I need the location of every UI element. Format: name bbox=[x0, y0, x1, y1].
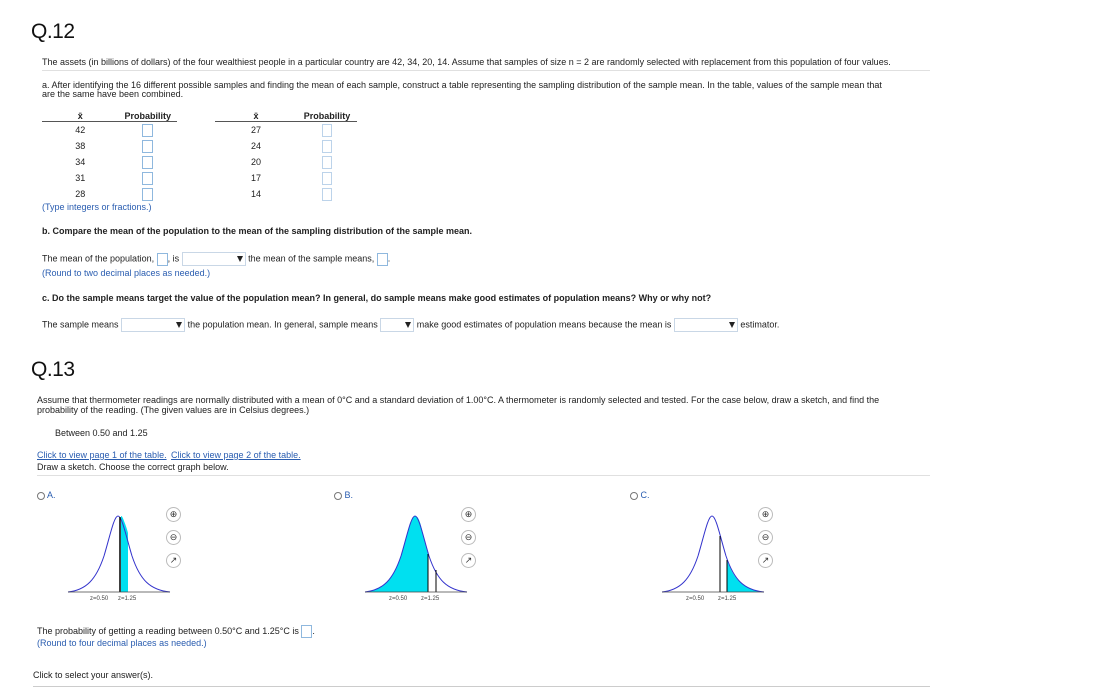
c-text-1: The sample means bbox=[42, 319, 119, 330]
option-b-graph[interactable] bbox=[363, 510, 471, 596]
part-b-text: b. Compare the mean of the population to the mean of the sampling distribution of the sample mean. bbox=[42, 226, 473, 236]
xbar-header: x̄ bbox=[215, 110, 297, 122]
probability-header: Probability bbox=[297, 110, 357, 122]
probability-input[interactable] bbox=[322, 188, 332, 201]
sample-means-mean-input[interactable] bbox=[377, 253, 388, 266]
option-c-zoom-in-icon[interactable]: ⊕ bbox=[758, 507, 773, 522]
probability-cell bbox=[297, 170, 357, 186]
xbar-value: 34 bbox=[75, 157, 86, 167]
option-b-label: B. bbox=[344, 490, 354, 500]
option-b-popout-icon[interactable]: ↗ bbox=[461, 553, 476, 568]
probability-cell bbox=[118, 170, 177, 186]
table-row bbox=[215, 154, 357, 170]
probability-input[interactable] bbox=[322, 140, 332, 153]
option-b-radio[interactable] bbox=[334, 492, 342, 500]
q12-part-b bbox=[42, 226, 472, 236]
c-text-2: the population mean. In general, sample means bbox=[187, 319, 378, 330]
table-row bbox=[215, 170, 357, 186]
table-links bbox=[37, 445, 301, 463]
table-row bbox=[42, 186, 177, 202]
probability-input[interactable] bbox=[322, 124, 332, 137]
b-text-3: the mean of the sample means, bbox=[248, 253, 375, 264]
type-hint: (Type integers or fractions.) bbox=[42, 202, 152, 212]
table-row bbox=[42, 138, 177, 154]
probability-cell bbox=[118, 154, 177, 170]
probability-input[interactable] bbox=[142, 156, 153, 169]
option-a-fill bbox=[121, 516, 128, 592]
table-row bbox=[42, 122, 177, 139]
probability-cell bbox=[118, 186, 177, 202]
option-c[interactable] bbox=[630, 490, 650, 500]
xbar-value: 24 bbox=[250, 141, 261, 151]
xbar-header: x̄ bbox=[42, 110, 118, 122]
b-text-2: , is bbox=[167, 253, 180, 264]
dropdown-arrow-icon bbox=[176, 322, 182, 328]
xbar-value: 42 bbox=[75, 125, 86, 135]
xbar-value: 14 bbox=[250, 189, 261, 199]
sampling-table-left bbox=[42, 110, 177, 202]
table-page-2-link[interactable]: Click to view page 2 of the table. bbox=[171, 450, 301, 460]
q13-title: Q.13 bbox=[31, 358, 75, 381]
probability-input[interactable] bbox=[142, 188, 153, 201]
probability-input[interactable] bbox=[301, 625, 312, 638]
probability-answer-line: The probability of getting a reading between 0.50°C and 1.25°C is . bbox=[37, 625, 315, 638]
dropdown-arrow-icon bbox=[729, 322, 735, 328]
option-c-curve bbox=[662, 516, 764, 592]
target-dropdown[interactable] bbox=[121, 318, 185, 332]
xbar-value: 27 bbox=[250, 125, 261, 135]
estimate-dropdown[interactable] bbox=[380, 318, 414, 332]
divider bbox=[37, 475, 930, 476]
option-a-curve bbox=[68, 516, 170, 592]
option-b-zoom-in-icon[interactable]: ⊕ bbox=[461, 507, 476, 522]
xbar-value: 20 bbox=[250, 157, 261, 167]
q12-intro: The assets (in billions of dollars) of the four wealthiest people in a particular country are 42, 34, 20, 14. Assume that samples of size n = 2 are randomly selected with replacement from this population of four values. bbox=[42, 57, 891, 67]
q12-part-a: a. After identifying the 16 different possible samples and finding the mean of each sample, construct a table representing the sampling distribution of the sample mean. In the table, values of the sample mean that bbox=[42, 80, 882, 90]
c-text-4: estimator. bbox=[740, 319, 780, 330]
xbar-value: 28 bbox=[75, 189, 86, 199]
probability-input[interactable] bbox=[142, 124, 153, 137]
option-a-popout-icon[interactable]: ↗ bbox=[166, 553, 181, 568]
part-c-answer-line bbox=[42, 318, 779, 332]
probability-cell bbox=[297, 122, 357, 139]
probability-cell bbox=[118, 138, 177, 154]
table-row bbox=[42, 170, 177, 186]
option-c-z1-label: z=0.50 bbox=[686, 596, 705, 602]
option-a-label: A. bbox=[47, 490, 56, 500]
table-row bbox=[42, 154, 177, 170]
c-text-3: make good estimates of population means because the mean is bbox=[416, 319, 672, 330]
b-text-1: The mean of the population, bbox=[42, 253, 155, 264]
option-a[interactable] bbox=[37, 490, 56, 500]
option-b-fill bbox=[365, 516, 428, 592]
probability-header: Probability bbox=[118, 110, 177, 122]
dropdown-arrow-icon bbox=[405, 322, 411, 328]
option-b-z2-label: z=1.25 bbox=[421, 596, 440, 602]
option-b[interactable] bbox=[334, 490, 353, 500]
q13-intro: Assume that thermometer readings are normally distributed with a mean of 0°C and a standard deviation of 1.00°C. A thermometer is randomly selected and tested. For the case below, draw a sketch, and find the bbox=[37, 395, 880, 405]
option-a-zoom-in-icon[interactable]: ⊕ bbox=[166, 507, 181, 522]
estimator-dropdown[interactable] bbox=[674, 318, 738, 332]
probability-cell bbox=[297, 138, 357, 154]
option-a-radio[interactable] bbox=[37, 492, 45, 500]
probability-input[interactable] bbox=[142, 140, 153, 153]
option-a-z2-label: z=1.25 bbox=[118, 596, 137, 602]
option-c-radio[interactable] bbox=[630, 492, 638, 500]
option-a-z1-label: z=0.50 bbox=[90, 596, 109, 602]
sketch-prompt: Draw a sketch. Choose the correct graph below. bbox=[37, 462, 229, 472]
probability-cell bbox=[118, 122, 177, 139]
sampling-table-right bbox=[215, 110, 357, 202]
probability-cell bbox=[297, 186, 357, 202]
q13-intro-cont: probability of the reading. (The given values are in Celsius degrees.) bbox=[37, 405, 310, 415]
option-c-z2-label: z=1.25 bbox=[718, 596, 737, 602]
q12-part-a-cont: are the same have been combined. bbox=[42, 89, 184, 99]
xbar-value: 38 bbox=[75, 141, 86, 151]
part-b-answer-line bbox=[42, 252, 390, 266]
table-row bbox=[215, 138, 357, 154]
option-a-graph[interactable] bbox=[66, 510, 174, 596]
probability-input[interactable] bbox=[322, 156, 332, 169]
divider bbox=[33, 686, 930, 687]
b-text-4: . bbox=[387, 253, 391, 264]
q12-title: Q.12 bbox=[31, 20, 75, 43]
option-c-label: C. bbox=[640, 490, 650, 500]
option-b-z1-label: z=0.50 bbox=[389, 596, 408, 602]
probability-input[interactable] bbox=[142, 172, 153, 185]
option-c-graph[interactable] bbox=[660, 510, 768, 596]
part-c-text: c. Do the sample means target the value of the population mean? In general, do sample means make good estimates of population means? Why or why not? bbox=[42, 293, 712, 303]
table-row bbox=[215, 122, 357, 139]
table-row bbox=[215, 186, 357, 202]
probability-cell bbox=[297, 154, 357, 170]
xbar-value: 31 bbox=[75, 173, 86, 183]
xbar-value: 17 bbox=[250, 173, 261, 183]
comparison-dropdown[interactable] bbox=[182, 252, 246, 266]
population-mean-input[interactable] bbox=[157, 253, 168, 266]
dropdown-arrow-icon bbox=[237, 256, 243, 262]
probability-input[interactable] bbox=[322, 172, 332, 185]
b-hint: (Round to two decimal places as needed.) bbox=[42, 268, 211, 278]
option-b-zoom-out-icon[interactable]: ⊖ bbox=[461, 530, 476, 545]
footer-instruction: Click to select your answer(s). bbox=[33, 670, 154, 680]
prob-hint: (Round to four decimal places as needed.) bbox=[37, 638, 207, 648]
option-a-zoom-out-icon[interactable]: ⊖ bbox=[166, 530, 181, 545]
table-page-1-link[interactable]: Click to view page 1 of the table. bbox=[37, 450, 167, 460]
divider bbox=[42, 70, 930, 71]
case-text: Between 0.50 and 1.25 bbox=[55, 428, 148, 438]
option-c-zoom-out-icon[interactable]: ⊖ bbox=[758, 530, 773, 545]
prob-text: The probability of getting a reading between 0.50°C and 1.25°C is bbox=[37, 625, 299, 636]
q12-part-c bbox=[42, 293, 711, 303]
option-c-popout-icon[interactable]: ↗ bbox=[758, 553, 773, 568]
